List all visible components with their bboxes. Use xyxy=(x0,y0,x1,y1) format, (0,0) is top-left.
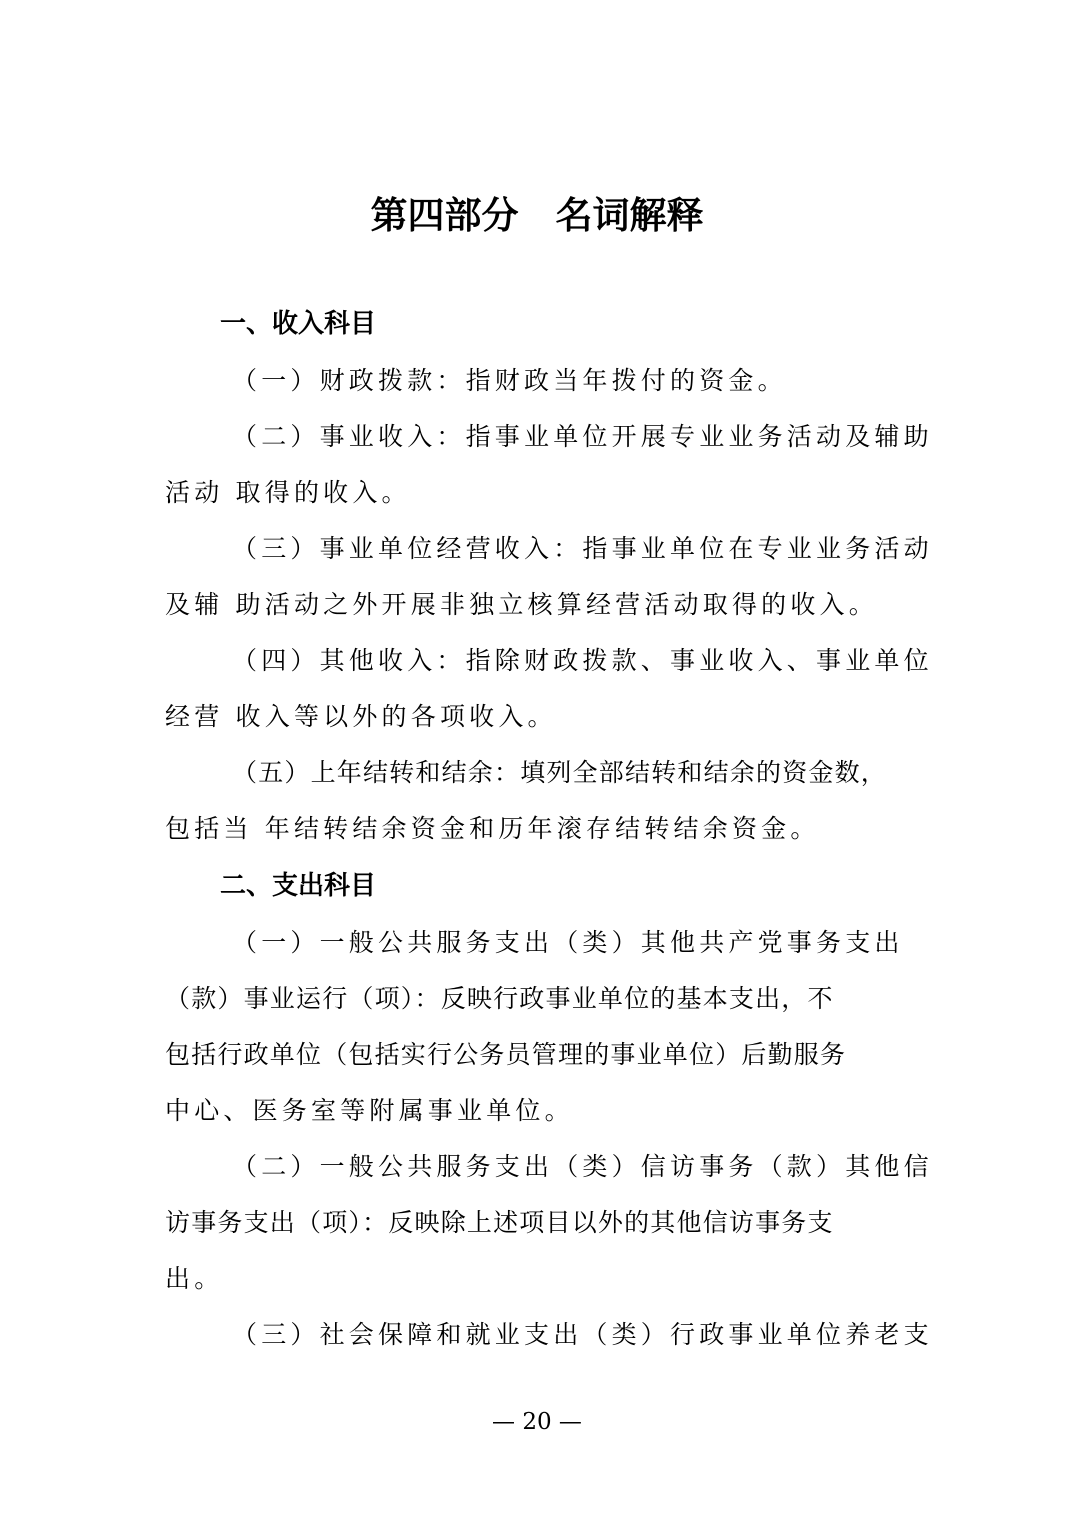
page-number: — 20 — xyxy=(492,1409,582,1435)
paragraph-line: 及辅 助活动之外开展非独立核算经营活动取得的收入。 xyxy=(165,590,878,619)
paragraph-line: （二）事业收入：指事业单位开展专业业务活动及辅助 xyxy=(232,422,933,451)
paragraph-line: （四）其他收入：指除财政拨款、事业收入、事业单位 xyxy=(232,646,933,675)
paragraph-line: 包括当 年结转结余资金和历年滚存结转结余资金。 xyxy=(165,814,820,843)
paragraph-line: 包括行政单位（包括实行公务员管理的事业单位）后勤服务 xyxy=(165,1040,847,1069)
paragraph-line: 访事务支出（项）：反映除上述项目以外的其他信访事务支 xyxy=(165,1208,834,1237)
paragraph-line: 中心、医务室等附属事业单位。 xyxy=(165,1096,574,1125)
paragraph-line: （三）社会保障和就业支出（类）行政事业单位养老支 xyxy=(232,1320,933,1349)
paragraph-line: 活动 取得的收入。 xyxy=(165,478,411,507)
paragraph-line: （二）一般公共服务支出（类）信访事务（款）其他信 xyxy=(232,1152,933,1181)
page-title: 第四部分 名词解释 xyxy=(370,194,704,237)
paragraph-line: （一）财政拨款：指财政当年拨付的资金。 xyxy=(232,366,787,395)
section-heading-expenditure: 二、支出科目 xyxy=(220,871,377,901)
paragraph-line: 出。 xyxy=(165,1264,224,1293)
section-heading-income: 一、收入科目 xyxy=(220,309,377,339)
paragraph-line: 经营 收入等以外的各项收入。 xyxy=(165,702,557,731)
paragraph-line: （五）上年结转和结余：填列全部结转和结余的资金数， xyxy=(232,758,888,787)
paragraph-line: （一）一般公共服务支出（类）其他共产党事务支出 xyxy=(232,928,904,957)
paragraph-line: （三）事业单位经营收入：指事业单位在专业业务活动 xyxy=(232,534,933,563)
paragraph-line: （款）事业运行（项）：反映行政事业单位的基本支出，不 xyxy=(165,984,834,1013)
